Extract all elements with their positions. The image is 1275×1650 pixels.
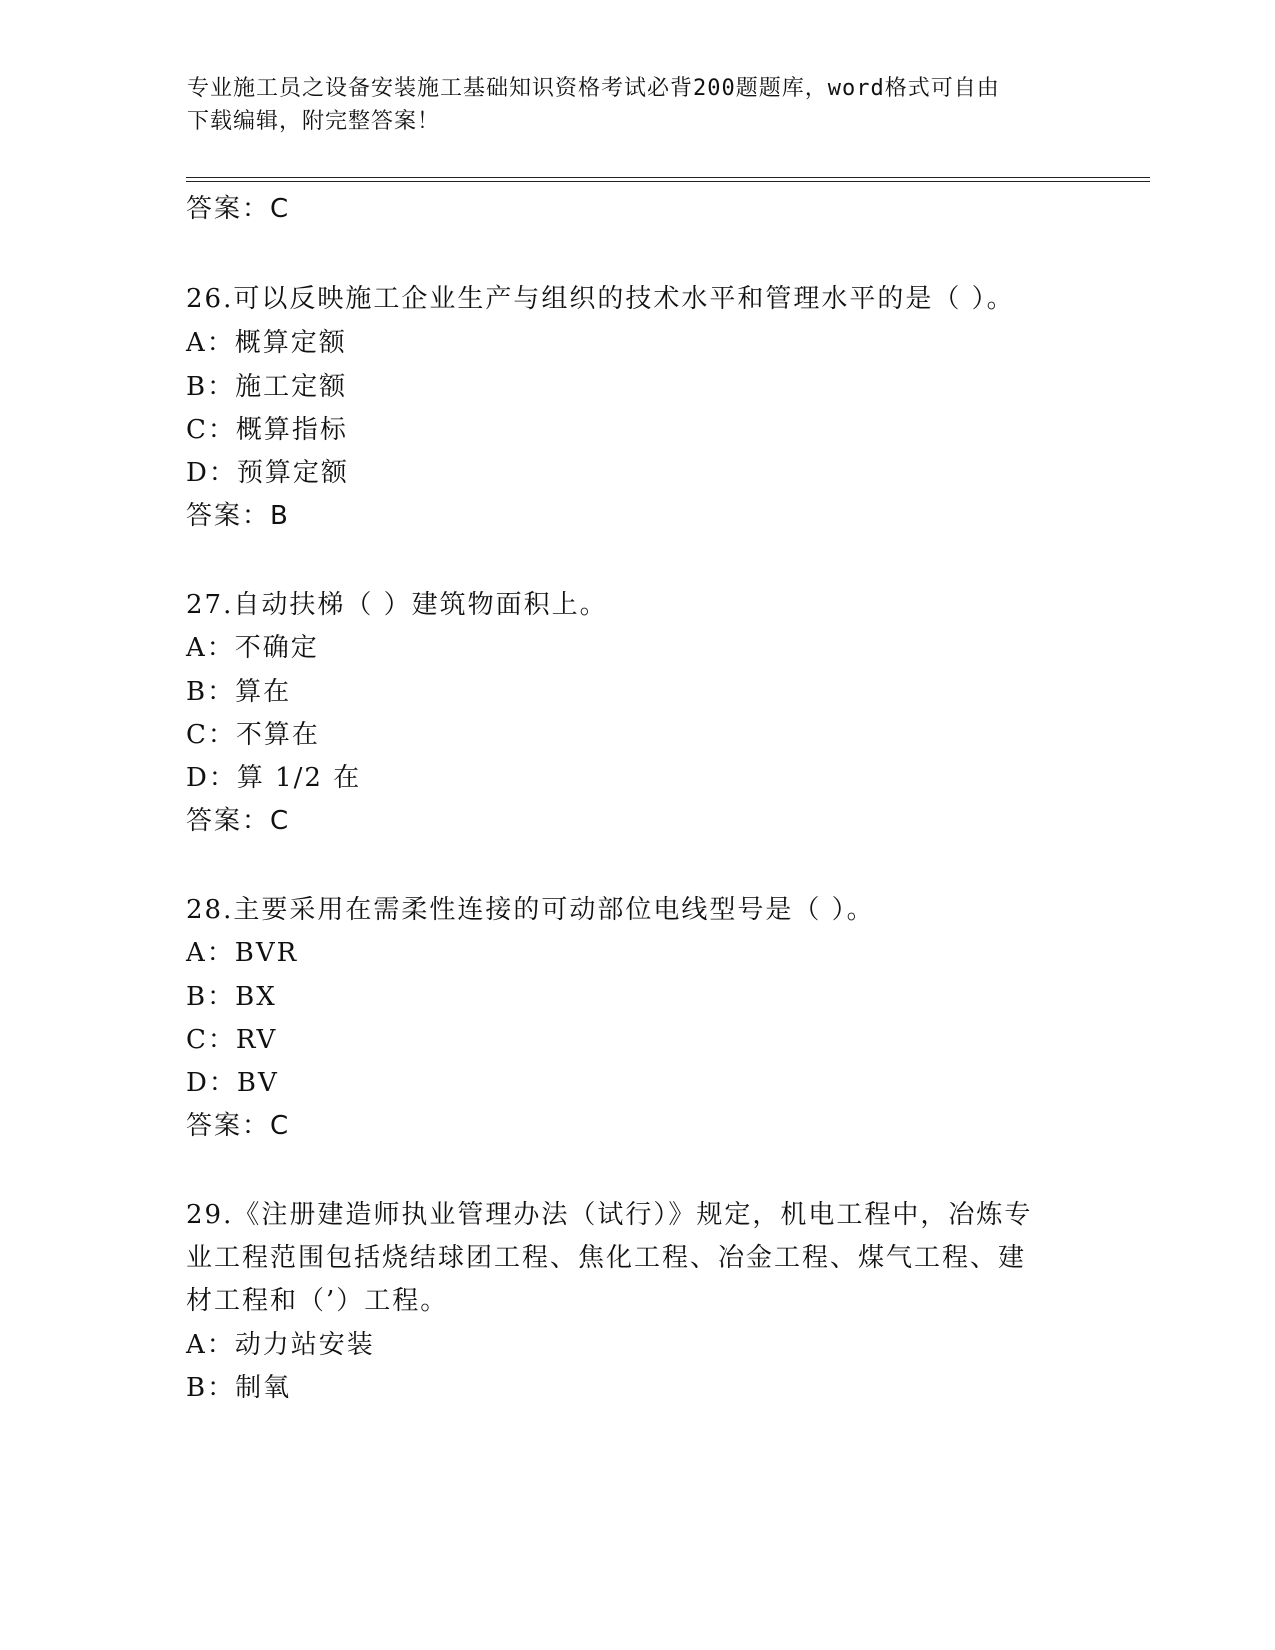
option-b: B：制氧 bbox=[186, 1373, 292, 1403]
document-header bbox=[187, 72, 1087, 138]
header-line-1: 专业施工员之设备安装施工基础知识资格考试必背200题题库，word格式可自由 bbox=[187, 76, 1000, 101]
answer-line: 答案：B bbox=[186, 501, 290, 531]
option-d: D：预算定额 bbox=[186, 458, 349, 488]
option-b: B：施工定额 bbox=[186, 372, 348, 402]
question-stem-line: 业工程范围包括烧结球团工程、焦化工程、冶金工程、煤气工程、建 bbox=[186, 1243, 1027, 1273]
question-stem: 26.可以反映施工企业生产与组织的技术水平和管理水平的是（ ）。 bbox=[186, 284, 1015, 314]
option-b: B：算在 bbox=[186, 677, 292, 707]
option-c: C：不算在 bbox=[186, 720, 320, 750]
answer-line: 答案：C bbox=[186, 1111, 291, 1141]
question-stem: 27.自动扶梯（ ）建筑物面积上。 bbox=[186, 590, 608, 620]
option-a: A：不确定 bbox=[186, 633, 319, 663]
option-a: A：概算定额 bbox=[186, 328, 347, 358]
answer-line: 答案：C bbox=[186, 194, 291, 224]
question-stem-line: 29.《注册建造师执业管理办法（试行）》规定，机电工程中，冶炼专 bbox=[186, 1200, 1033, 1230]
option-d: D：算 1/2 在 bbox=[186, 763, 362, 793]
option-b: B：BX bbox=[186, 982, 277, 1012]
option-d: D：BV bbox=[186, 1068, 279, 1098]
option-c: C：概算指标 bbox=[186, 415, 348, 445]
answer-line: 答案：C bbox=[186, 806, 291, 836]
option-a: A：动力站安装 bbox=[186, 1330, 375, 1360]
header-divider bbox=[186, 177, 1150, 182]
question-stem: 28.主要采用在需柔性连接的可动部位电线型号是（ ）。 bbox=[186, 895, 875, 925]
option-a: A：BVR bbox=[186, 938, 299, 968]
header-line-2: 下载编辑，附完整答案！ bbox=[187, 109, 441, 134]
question-stem-line: 材工程和（’）工程。 bbox=[186, 1286, 449, 1316]
option-c: C：RV bbox=[186, 1025, 278, 1055]
